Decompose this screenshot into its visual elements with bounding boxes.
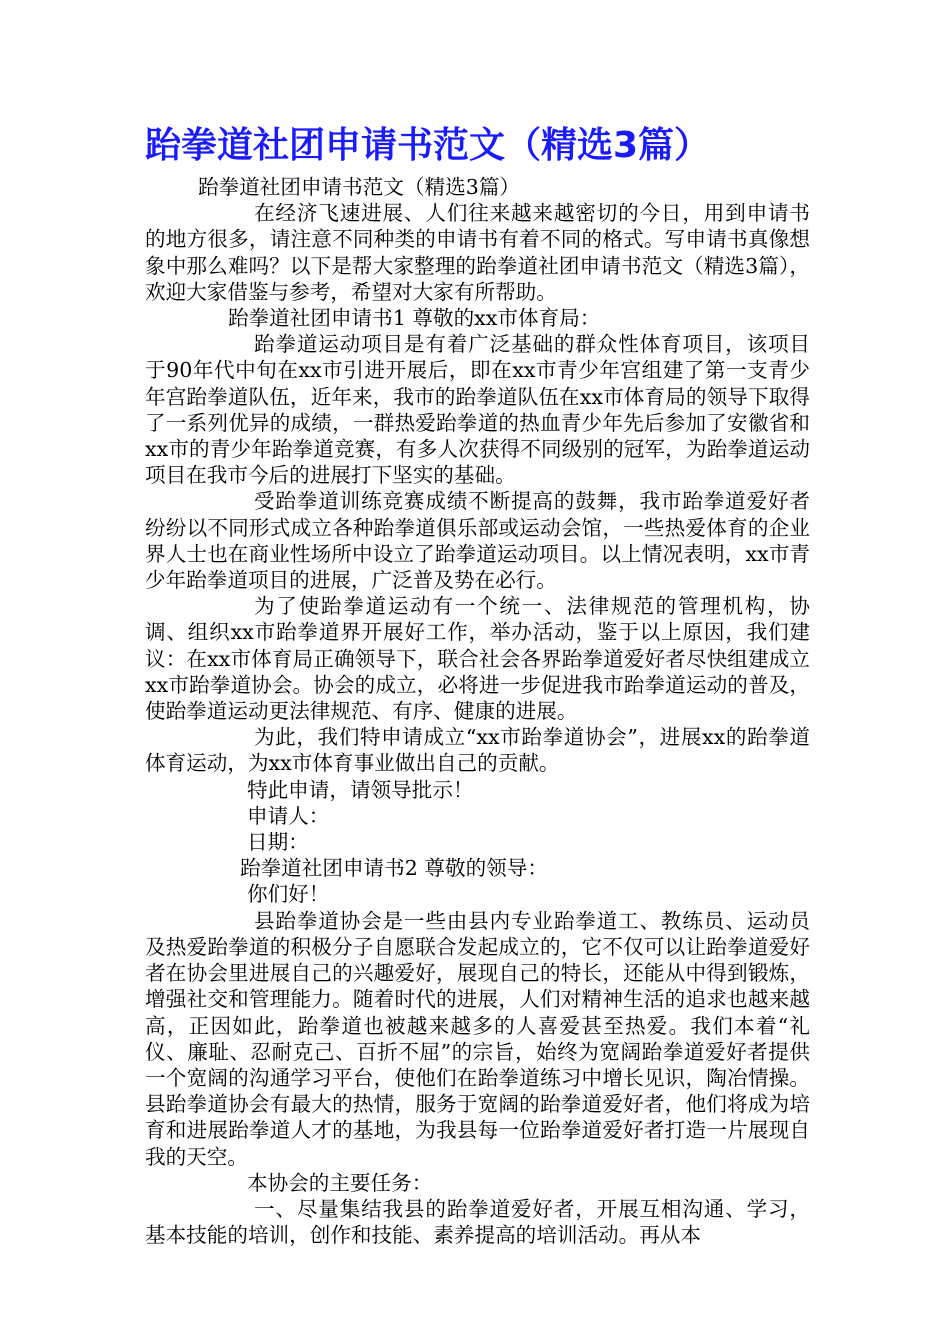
section-heading: 本协会的主要任务： — [247, 1170, 433, 1195]
letter-1-heading: 跆拳道社团申请书1 尊敬的xx市体育局： — [228, 306, 601, 331]
letter-2-heading: 跆拳道社团申请书2 尊敬的领导： — [240, 856, 548, 881]
paragraph-body: 为此，我们特申请成立“xx市跆拳道协会”，进展xx的跆拳道体育运动，为xx市体育事业做出自己的贡献。 — [145, 725, 810, 776]
document-subtitle: 跆拳道社团申请书范文（精选3篇） — [198, 175, 521, 199]
paragraph-body: 县跆拳道协会是一些由县内专业跆拳道工、教练员、运动员及热爱跆拳道的积极分子自愿联合发起成立的，它不仅可以让跆拳道爱好者在协会里进展自己的兴趣爱好，展现自己的特长，还能从中得到锻炼，增强社交和管理能力。随着时代的进展，人们对精神生活的追求也越来越高，正因如此，跆拳道也被越来越多的人喜爱甚至热爱。我们本着“礼仪、廉耻、忍耐克己、百折不屈”的宗旨，始终为宽阔跆拳道爱好者提供一个宽阔的沟通学习平台，使他们在跆拳道练习中增长见识，陶冶情操。县跆拳道协会有最大的热情，服务于宽阔的跆拳道爱好者，他们将成为培育和进展跆拳道人才的基地，为我县每一位跆拳道爱好者打造一片展现自我的天空。 — [145, 908, 810, 1169]
paragraph-body: 受跆拳道训练竞赛成绩不断提高的鼓舞，我市跆拳道爱好者纷纷以不同形式成立各种跆拳道俱乐部或运动会馆，一些热爱体育的企业界人士也在商业性场所中设立了跆拳道运动项目。以上情况表明，xx市青少年跆拳道项目的进展，广泛普及势在必行。 — [145, 489, 810, 593]
paragraph-body: 一、尽量集结我县的跆拳道爱好者，开展互相沟通、学习，基本技能的培训，创作和技能、素养提高的培训活动。再从本 — [145, 1196, 810, 1248]
applicant-label: 申请人： — [247, 803, 330, 828]
document-title: 跆拳道社团申请书范文（精选3篇） — [145, 125, 711, 166]
closing-request: 特此申请，请领导批示！ — [247, 777, 474, 802]
paragraph-body: 跆拳道运动项目是有着广泛基础的群众性体育项目，该项目于90年代中旬在xx市引进开展后，即在xx市青少年宫组建了第一支青少年宫跆拳道队伍，近年来，我市的跆拳道队伍在xx市体育局的领导下取得了一系列优异的成绩，一群热爱跆拳道的热血青少年先后参加了安徽省和xx市的青少年跆拳道竞赛，有多人次获得不同级别的冠军，为跆拳道运动项目在我市今后的进展打下坚实的基础。 — [145, 332, 810, 488]
document-page — [145, 118, 810, 1248]
paragraph-intro: 在经济飞速进展、人们往来越来越密切的今日，用到申请书的地方很多，请注意不同种类的申请书有着不同的格式。写申请书真像想象中那么难吗？以下是帮大家整理的跆拳道社团申请书范文（精选3篇），欢迎大家借鉴与参考，希望对大家有所帮助。 — [145, 201, 810, 304]
greeting: 你们好！ — [247, 882, 330, 907]
paragraph-body: 为了使跆拳道运动有一个统一、法律规范的管理机构，协调、组织xx市跆拳道界开展好工作，举办活动，鉴于以上原因，我们建议：在xx市体育局正确领导下，联合社会各界跆拳道爱好者尽快组建成立xx市跆拳道协会。协会的成立，必将进一步促进我市跆拳道运动的普及，使跆拳道运动更法律规范、有序、健康的进展。 — [145, 594, 810, 724]
date-label: 日期： — [247, 830, 309, 855]
